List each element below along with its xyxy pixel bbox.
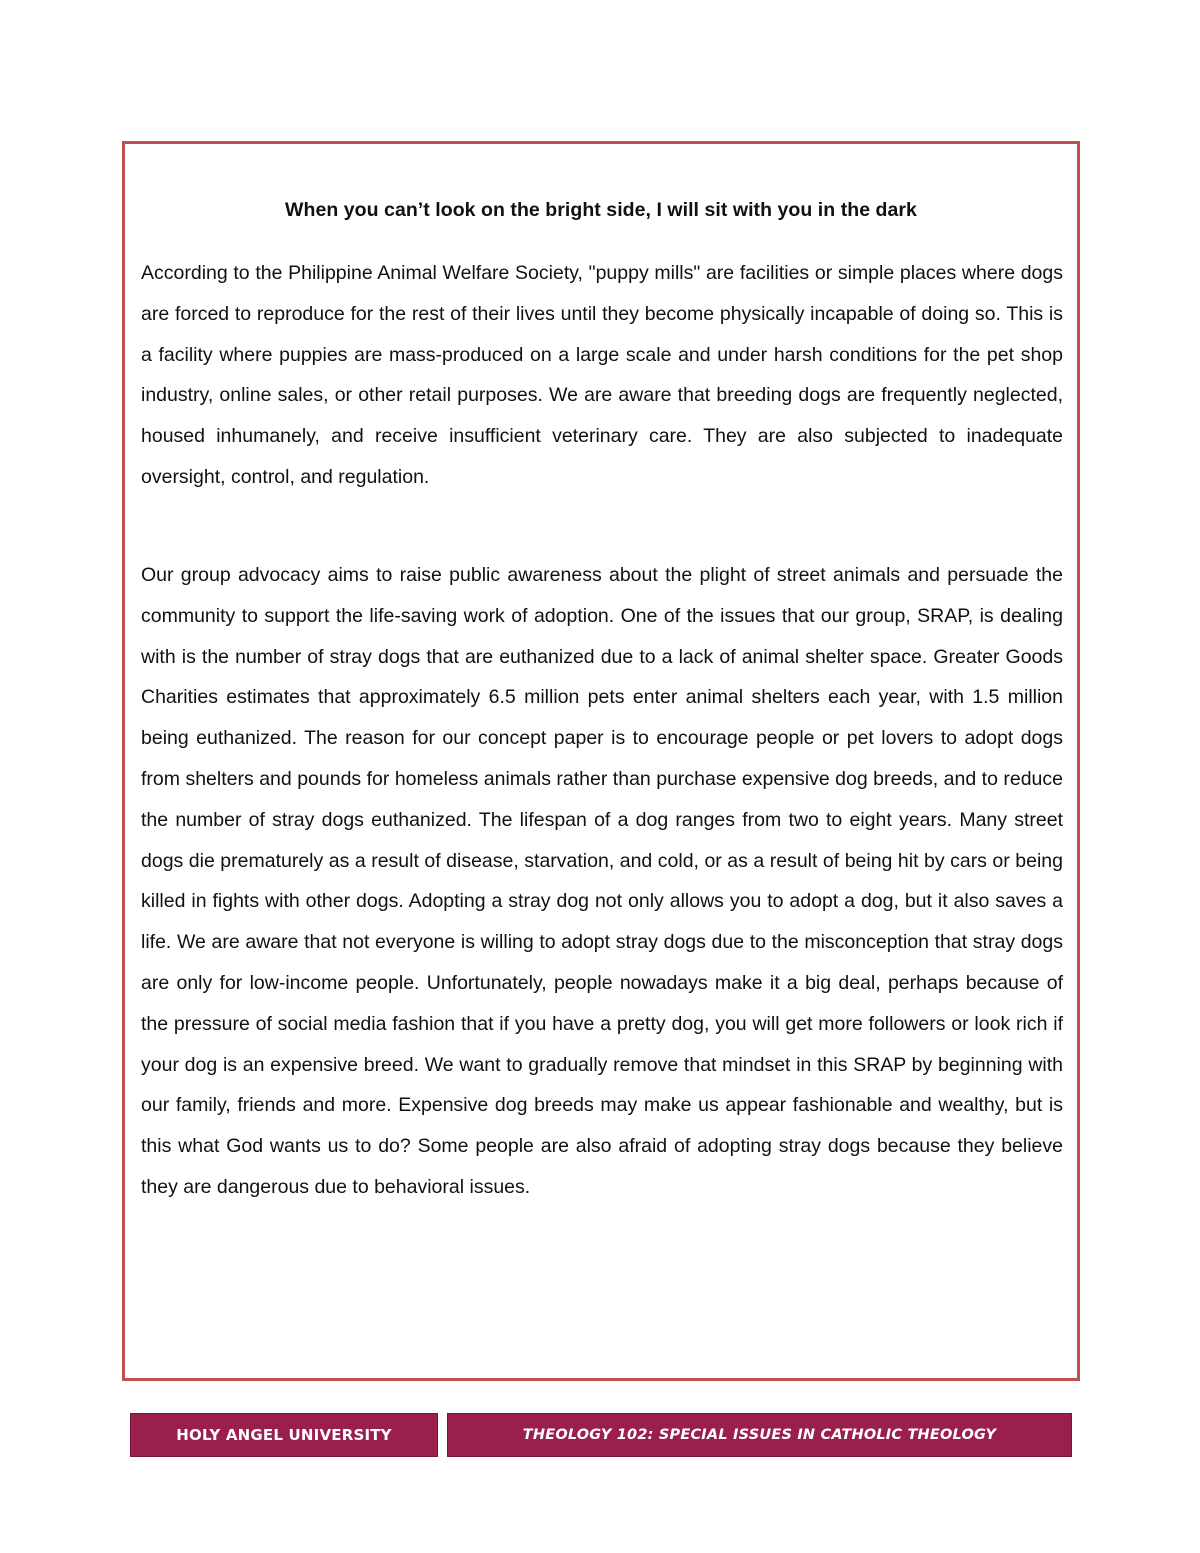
paragraph-puppy-mills: According to the Philippine Animal Welfare Society, "puppy mills" are facilities or simple places where dogs are forced to reproduce for the rest of their lives until they become physically incapable of doing so. This is a facility where puppies are mass-produced on a large scale and under harsh conditions for the pet shop industry, online sales, or other retail purposes. We are aware that breeding dogs are frequently neglected, housed inhumanely, and receive insufficient veterinary care. They are also subjected to inadequate oversight, control, and regulation. bbox=[141, 262, 1063, 488]
footer-course-banner bbox=[447, 1413, 1072, 1457]
document-title: When you can’t look on the bright side, I will sit with you in the dark bbox=[285, 199, 917, 221]
footer-university-label: HOLY ANGEL UNIVERSITY bbox=[176, 1426, 392, 1444]
content-frame bbox=[122, 141, 1080, 1381]
footer-course-label: THEOLOGY 102: SPECIAL ISSUES IN CATHOLIC THEOLOGY bbox=[522, 1427, 997, 1443]
paragraph-advocacy: Our group advocacy aims to raise public awareness about the plight of street animals and persuade the community to support the life-saving work of adoption. One of the issues that our group, SRAP, is dealing with is the number of stray dogs that are euthanized due to a lack of animal shelter space. Greater Goods Charities estimates that approximately 6.5 million pets enter animal shelters each year, with 1.5 million being euthanized. The reason for our concept paper is to encourage people or pet lovers to adopt dogs from shelters and pounds for homeless animals rather than purchase expensive dog breeds, and to reduce the number of stray dogs euthanized. The lifespan of a dog ranges from two to eight years. Many street dogs die prematurely as a result of disease, starvation, and cold, or as a result of being hit by cars or being killed in fights with other dogs. Adopting a stray dog not only allows you to adopt a dog, but it also saves a life. We are aware that not everyone is willing to adopt stray dogs due to the misconception that stray dogs are only for low-income people. Unfortunately, people nowadays make it a big deal, perhaps because of the pressure of social media fashion that if you have a pretty dog, you will get more followers or look rich if your dog is an expensive breed. We want to gradually remove that mindset in this SRAP by beginning with our family, friends and more. Expensive dog breeds may make us appear fashionable and wealthy, but is this what God wants us to do? Some people are also afraid of adopting stray dogs because they believe they are dangerous due to behavioral issues. bbox=[141, 564, 1063, 1198]
footer-university-banner bbox=[130, 1413, 438, 1457]
